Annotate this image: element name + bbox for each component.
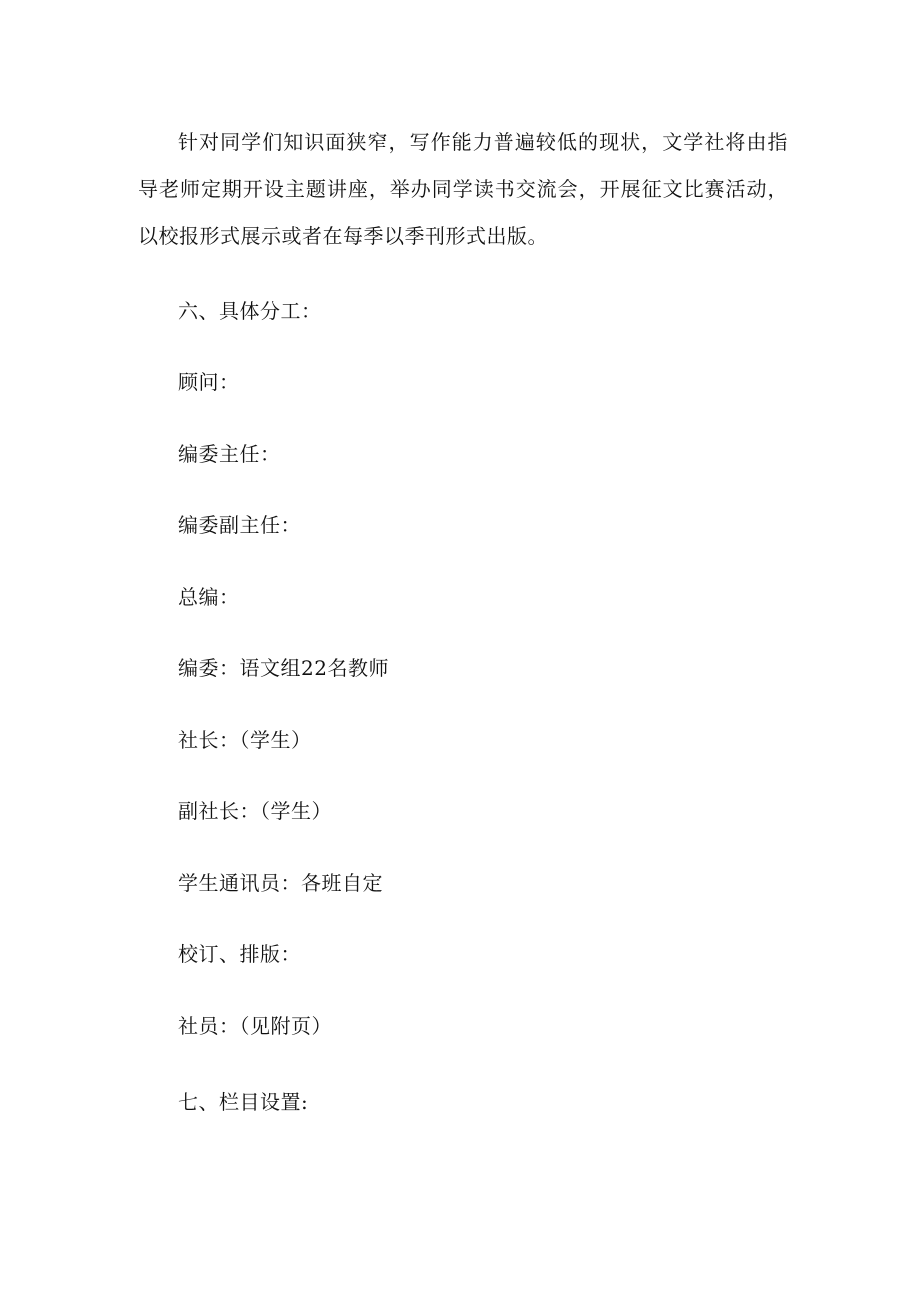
intro-paragraph: 针对同学们知识面狭窄，写作能力普遍较低的现状，文学社将由指导老师定期开设主题讲座，举办同学读书交流会，开展征文比赛活动，以校报形式展示或者在每季以季刊形式出版。 xyxy=(138,130,788,248)
role-club-president: 社长：（学生） xyxy=(178,728,312,752)
role-members: 社员：（见附页） xyxy=(178,1014,332,1038)
section-heading-six: 六、具体分工： xyxy=(178,299,322,323)
role-vice-president: 副社长：（学生） xyxy=(178,799,332,823)
role-editorial-board: 编委：语文组22名教师 xyxy=(178,656,389,680)
section-heading-seven: 七、栏目设置: xyxy=(178,1090,309,1114)
role-proofreading-typesetting: 校订、排版： xyxy=(178,942,301,966)
role-editorial-deputy-director: 编委副主任： xyxy=(178,513,301,537)
role-advisor: 顾问： xyxy=(178,370,240,394)
role-chief-editor: 总编： xyxy=(178,585,240,609)
role-editorial-director: 编委主任： xyxy=(178,442,281,466)
role-student-correspondent: 学生通讯员：各班自定 xyxy=(178,871,383,895)
